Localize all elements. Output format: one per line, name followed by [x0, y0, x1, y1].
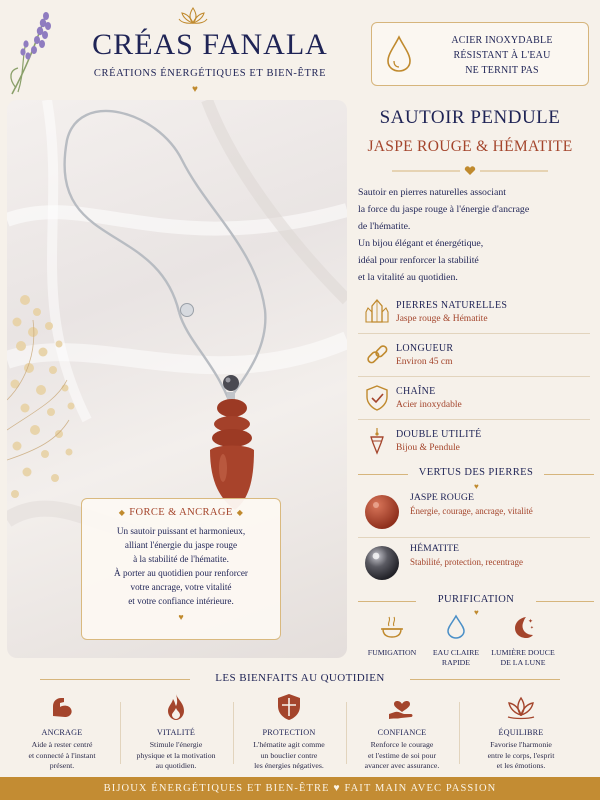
- lotus-icon: [178, 6, 208, 26]
- benefit-text: [233, 740, 345, 772]
- diamond-icon: ◆: [118, 508, 126, 517]
- hand-heart-icon: [387, 692, 417, 722]
- diamond-icon: ◆: [236, 508, 244, 517]
- benefit-equilibre: [465, 692, 577, 776]
- divider: [358, 537, 590, 538]
- stone-jaspe: [358, 490, 594, 538]
- chain-link-icon: [364, 341, 390, 369]
- purification-label-line: FUMIGATION: [367, 648, 417, 657]
- svg-text:✦: ✦: [530, 625, 534, 630]
- benefit-line: et les émotions.: [496, 761, 546, 770]
- force-line: À porter au quotidien pour renforcer: [114, 568, 248, 578]
- badge-line: RÉSISTANT À L'EAU: [453, 50, 551, 61]
- benefit-text: [120, 740, 232, 772]
- force-line: alliant l'énergie du jaspe rouge: [124, 540, 238, 550]
- benefit-text: [346, 740, 458, 772]
- benefit-line: Favorise l'harmonie: [490, 740, 552, 749]
- product-description: [358, 184, 594, 286]
- shield-icon: [274, 692, 304, 722]
- vertus-heading: [358, 467, 594, 483]
- stone-hematite: [358, 541, 594, 589]
- shield-check-icon: [364, 384, 390, 412]
- water-drop-icon: [386, 35, 412, 73]
- force-line: votre ancrage, votre vitalité: [130, 582, 232, 592]
- purification-label-line: RAPIDE: [441, 658, 471, 667]
- feature-value: Bijou & Pendule: [396, 443, 460, 453]
- benefit-line: avancer avec assurance.: [364, 761, 440, 770]
- benefit-ancrage: [6, 692, 118, 776]
- steel-badge: [371, 22, 589, 86]
- force-ancrage-card: [81, 498, 281, 640]
- heading-line: [358, 474, 408, 475]
- description-line: la force du jaspe rouge à l'énergie d'ancrage: [358, 204, 530, 215]
- benefit-line: Aide à rester centré: [31, 740, 93, 749]
- divider: [459, 702, 460, 764]
- purification-label-line: LUMIÈRE DOUCE: [491, 648, 555, 657]
- purification-moon: [488, 614, 558, 668]
- moon-icon: [510, 614, 536, 640]
- pendulum-icon: [364, 427, 390, 455]
- feature-usage: [358, 425, 594, 461]
- benefit-line: et connecté à l'instant: [28, 750, 96, 760]
- description-line: Sautoir en pierres naturelles associant: [358, 187, 506, 198]
- force-text: [82, 524, 280, 608]
- water-drop-icon: [443, 614, 469, 640]
- feature-value: Jaspe rouge & Hématite: [396, 314, 488, 324]
- lavender-sprig-icon: [4, 8, 64, 98]
- benefit-confiance: [346, 692, 458, 776]
- purification-smoke: [357, 614, 427, 658]
- bienfaits-heading-text: LES BIENFAITS AU QUOTIDIEN: [215, 672, 385, 684]
- feature-label: LONGUEUR: [396, 343, 454, 354]
- benefit-line: L'hématite agit comme: [253, 740, 325, 749]
- benefit-line: et l'estime de soi pour: [367, 750, 437, 760]
- feature-value: Environ 45 cm: [396, 357, 453, 367]
- stone-desc: Énergie, courage, ancrage, vitalité: [410, 506, 533, 516]
- red-jasper-stone-icon: [364, 494, 400, 530]
- heading-line: [536, 601, 594, 602]
- benefit-title: ANCRAGE: [41, 728, 83, 737]
- purification-label: [357, 648, 427, 658]
- divider: [358, 333, 590, 334]
- lotus-icon: [506, 692, 536, 722]
- force-line: Un sautoir puissant et harmonieux,: [116, 526, 246, 536]
- heart-icon: ♥: [178, 612, 184, 622]
- benefit-line: Stimule l'énergie: [149, 740, 203, 749]
- benefit-line: entre le corps, l'esprit: [487, 750, 555, 760]
- purification-heading-text: PURIFICATION: [437, 594, 515, 605]
- heading-line: [410, 679, 560, 680]
- dried-flowers: [11, 295, 75, 498]
- description-line: de l'hématite.: [358, 221, 411, 232]
- vertus-heading-text: VERTUS DES PIERRES: [418, 467, 534, 478]
- heading-line: [544, 474, 594, 475]
- benefit-line: au quotidien.: [155, 761, 197, 770]
- divider: [358, 419, 590, 420]
- benefit-line: présent.: [49, 761, 75, 770]
- feature-value: Acier inoxydable: [396, 400, 462, 410]
- heart-icon: ♥: [474, 608, 479, 617]
- force-line: à la stabilité de l'hématite.: [133, 554, 229, 564]
- product-subtitle: JASPE ROUGE & HÉMATITE: [367, 138, 573, 155]
- heart-icon: ♥: [474, 482, 479, 491]
- feature-chain: [358, 382, 594, 418]
- brand-tagline: CRÉATIONS ÉNERGÉTIQUES ET BIEN-ÊTRE: [93, 68, 327, 79]
- product-title: SAUTOIR PENDULE: [379, 107, 561, 128]
- ornament-divider: [372, 166, 568, 176]
- badge-text: [422, 33, 582, 78]
- heading-line: [358, 601, 416, 602]
- header: [0, 0, 600, 100]
- heart-icon: ♥: [192, 84, 198, 95]
- benefit-text: [465, 740, 577, 772]
- benefit-line: les énergies négatives.: [254, 761, 324, 770]
- benefit-protection: [233, 692, 345, 776]
- force-title: [82, 507, 280, 518]
- brand-name: CRÉAS FANALA: [92, 28, 328, 61]
- feature-label: CHAÎNE: [396, 386, 436, 397]
- strength-arm-icon: [47, 692, 77, 722]
- stone-desc: Stabilité, protection, recentrage: [410, 557, 523, 567]
- purification-water: [421, 614, 491, 668]
- benefit-line: Renforce le courage: [370, 740, 434, 749]
- smoke-bowl-icon: [379, 614, 405, 640]
- divider: [358, 376, 590, 377]
- benefit-text: [6, 740, 118, 772]
- stone-name: HÉMATITE: [410, 543, 459, 554]
- feature-label: PIERRES NATURELLES: [396, 300, 508, 311]
- force-line: et votre confiance intérieure.: [128, 596, 234, 606]
- feature-length: [358, 339, 594, 375]
- purification-label: [421, 648, 491, 668]
- footer-banner: BIJOUX ÉNERGÉTIQUES ET BIEN-ÊTRE ♥ FAIT MAIN AVEC PASSION: [0, 777, 600, 800]
- bienfaits-heading: [0, 672, 600, 684]
- benefit-line: un bouclier contre: [260, 750, 318, 760]
- product-photo: [7, 100, 347, 658]
- badge-line: ACIER INOXYDABLE: [451, 35, 553, 46]
- benefit-title: VITALITÉ: [156, 728, 196, 737]
- heading-line: [40, 679, 190, 680]
- description-line: Un bijou élégant et énergétique,: [358, 238, 484, 249]
- svg-text:✦: ✦: [528, 619, 534, 625]
- benefit-title: PROTECTION: [262, 728, 316, 737]
- benefit-line: physique et la motivation: [136, 750, 216, 760]
- description-line: et la vitalité au quotidien.: [358, 272, 458, 283]
- description-line: idéal pour renforcer la stabilité: [358, 255, 479, 266]
- purification-label: [488, 648, 558, 668]
- stone-name: JASPE ROUGE: [410, 492, 474, 503]
- benefit-title: CONFIANCE: [377, 728, 427, 737]
- badge-line: NE TERNIT PAS: [465, 65, 539, 76]
- force-title-text: FORCE & ANCRAGE: [129, 507, 233, 518]
- feature-label: DOUBLE UTILITÉ: [396, 429, 482, 440]
- flame-icon: [161, 692, 191, 722]
- feature-stones: [358, 296, 594, 332]
- purification-label-line: EAU CLAIRE: [432, 648, 480, 657]
- purification-label-line: DE LA LUNE: [500, 658, 546, 667]
- benefit-vitalite: [120, 692, 232, 776]
- crystal-icon: [364, 298, 390, 326]
- hematite-stone-icon: [364, 545, 400, 581]
- benefit-title: ÉQUILIBRE: [498, 728, 544, 737]
